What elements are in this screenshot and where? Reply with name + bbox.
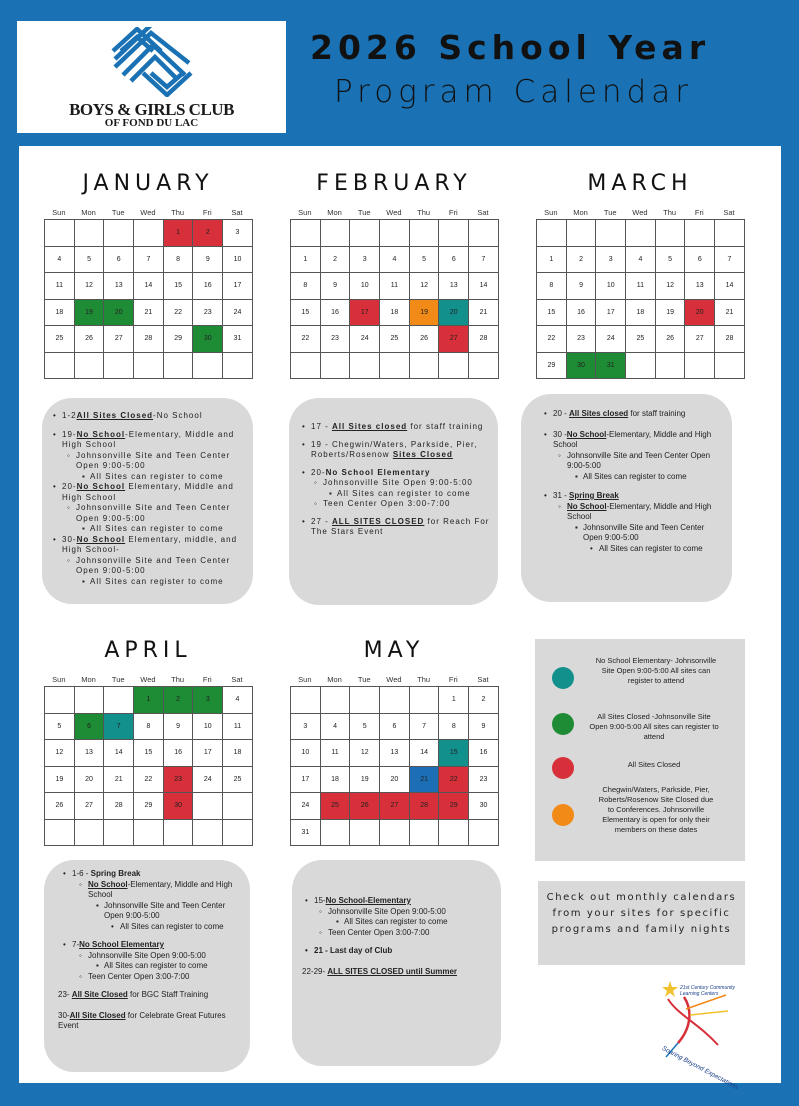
month-title-january: JANUARY [82,171,214,196]
legend [535,639,745,861]
legend-text-orange: Chegwin/Waters, Parkside, Pier, Roberts/Rosenow Site Closed due to Conferences. Johnsonville Elementary is open for only their members on these dates [598,785,714,834]
cclc-tagline: Soaring Beyond Expectations [660,1045,740,1092]
weekday-header: Sun Mon Tue Wed Thu Fri Sat [52,208,243,217]
bgc-logo-icon [107,27,197,97]
month-title-march: MARCH [587,171,693,196]
legend-text-teal: No School Elementary- Johnsonville Site Open 9:00-5:00 All sites can register to attend [595,656,717,685]
calendar-grid-february: 1 2 3 4 5 6 7 8 9 10 11 12 13 14 15 16 17 18 19 20 21 22 23 24 25 26 27 28 [290,219,499,379]
notes-april: • 1-6 - Spring Break ◦ No School-Elementary, Middle and High School ▪ Johnsonville Site and Teen Center Open 9:00-5:00 • All Sites can register to come • 7-No School Elementary ◦ Johnsonville Site Open 9:00-5:00 ▪ All Sites can register to come ◦ Teen Center Open 3:00-7:00 23- All Site Closed for BGC Staff Training 30-All Site Closed for Celebrate Great Futures Event [44,860,250,1072]
notes-may: • 15-No School-Elementary ◦ Johnsonville Site Open 9:00-5:00 ▪ All Sites can register to come ◦ Teen Center Open 3:00-7:00 • 21 - Last day of Club 22-29- ALL SITES CLOSED until Summer [292,860,501,1066]
cclc-title: 21st Century Community Learning Centers [680,985,736,997]
cclc-logo [648,975,744,1092]
calendar-grid-may: 1 2 3 4 5 6 7 8 9 10 11 12 13 14 15 16 17 18 19 20 21 22 23 24 25 26 27 28 29 30 31 [290,686,499,846]
calendar-grid-april: 1 2 3 4 5 6 7 8 9 10 11 12 13 14 15 16 17 18 19 20 21 22 23 24 25 26 27 28 29 30 [44,686,253,846]
notes-january: • 1-2All Sites Closed-No School • 19-No School-Elementary, Middle and High School ◦ Johnsonville Site and Teen Center Open 9:00-5:00 ▪ All Sites can register to come • 20-No School Elementary, Middle and High School ◦ Johnsonville Site and Teen Center Open 9:00-5:00 ▪ All Sites can register to come • 30-No School Elementary, middle, and High School- ◦ Johnsonville Site and Teen Center Open 9:00-5:00 ▪ All Sites can register to come [42,398,253,604]
logo-name: BOYS & GIRLS CLUB [69,100,234,119]
legend-dot-red [552,757,574,779]
legend-text-red: All Sites Closed [627,760,681,769]
notes-march: • 20 - All Sites closed for staff training • 30 -No School-Elementary, Middle and High School ◦ Johnsonville Site and Teen Center Open 9:00-5:00 ▪ All Sites can register to come • 31 - Spring Break ◦ No School-Elementary, Middle and High School ▪ Johnsonville Site and Teen Center Open 9:00-5:00 • All Sites can register to come [521,394,732,602]
logo [17,21,286,133]
month-title-april: APRIL [104,638,192,663]
weekday-header: Sun Mon Tue Wed Thu Fri Sat [544,208,735,217]
month-title-may: MAY [363,638,425,663]
checkout-note: Check out monthly calendars from your sites for specific programs and family nights [538,881,745,965]
month-title-february: FEBRUARY [316,171,472,196]
calendar-grid-january: 1 2 3 4 5 6 7 8 9 10 11 12 13 14 15 16 17 18 19 20 21 22 23 24 25 26 27 28 29 30 31 [44,219,253,379]
legend-dot-orange [552,804,574,826]
notes-february: • 17 - All Sites closed for staff training • 19 - Chegwin/Waters, Parkside, Pier, Roberts/Rosenow Sites Closed • 20-No School Elementary ◦ Johnsonville Site Open 9:00-5:00 ▪ All Sites can register to come ◦ Teen Center Open 3:00-7:00 • 27 - ALL SITES CLOSED for Reach For The Stars Event [289,398,498,605]
legend-dot-green [552,713,574,735]
page-title: 2026 School Year [310,28,711,67]
page-subtitle: Program Calendar [334,74,693,110]
legend-text-green: All Sites Closed -Johnsonville Site Open 9:00-5:00 All sites can register to attend [589,712,719,741]
weekday-header: Sun Mon Tue Wed Thu Fri Sat [298,208,489,217]
legend-dot-teal [552,667,574,689]
logo-sub: OF FOND DU LAC [104,117,199,129]
weekday-header: Sun Mon Tue Wed Thu Fri Sat [52,675,243,684]
weekday-header: Sun Mon Tue Wed Thu Fri Sat [298,675,489,684]
calendar-grid-march: 1 2 3 4 5 6 7 8 9 10 11 12 13 14 15 16 17 18 19 20 21 22 23 24 25 26 27 28 29 30 31 [536,219,745,379]
